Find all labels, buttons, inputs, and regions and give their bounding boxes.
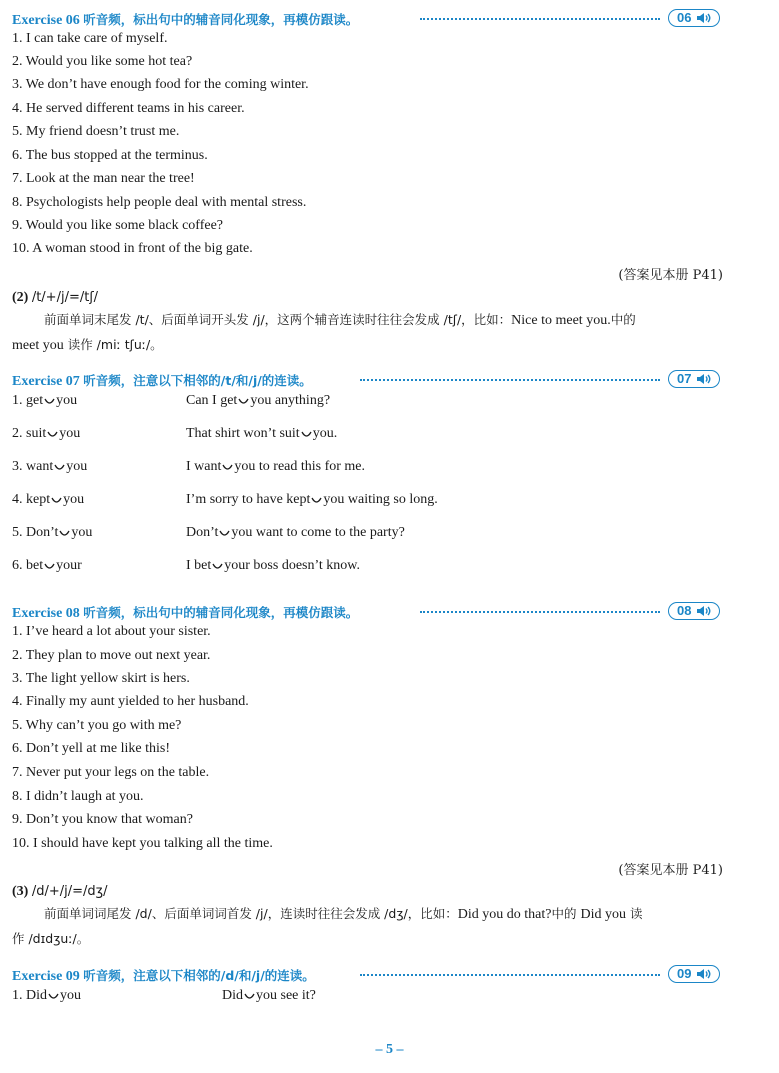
word: suit xyxy=(26,426,47,441)
ex06-item: 9. Would you like some black coffee? xyxy=(12,218,224,233)
liaison-sentence xyxy=(186,393,330,409)
word: you xyxy=(66,459,88,474)
liaison-sentence xyxy=(186,459,365,475)
sentence-part: Can I get xyxy=(186,393,238,408)
sentence-part: your boss doesn’t know. xyxy=(224,558,360,573)
dotted-leader xyxy=(420,18,660,20)
speaker-icon xyxy=(696,968,712,980)
ex08-item: 1. I’ve heard a lot about your sister. xyxy=(12,624,211,639)
sentence-part: you waiting so long. xyxy=(323,492,438,507)
sentence-part: you anything? xyxy=(250,393,331,408)
ex08-item: 5. Why can’t you go with me? xyxy=(12,718,182,733)
section-3-explanation: 前面单词词尾发 /d/、后面单词词首发 /j/，连读时往往会发成 /dʒ/，比如：Did you do that?中的 Did you 读 作 /dɪdʒuː/。 xyxy=(12,906,643,946)
item-number: 4. xyxy=(12,492,26,507)
sentence-part: Don’t xyxy=(186,525,219,540)
item-number: 5. xyxy=(12,525,26,540)
answer-reference: (答案见本册 P41) xyxy=(618,268,723,283)
liaison-mark xyxy=(44,563,55,571)
item-number: 3. xyxy=(12,459,26,474)
audio-track-09-button[interactable]: 09 xyxy=(668,965,720,983)
ex06-item: 2. Would you like some hot tea? xyxy=(12,54,193,69)
word: you xyxy=(56,393,78,408)
ex06-item: 10. A woman stood in front of the big gate. xyxy=(12,241,253,256)
word: get xyxy=(26,393,44,408)
liaison-mark xyxy=(219,530,230,538)
dotted-leader xyxy=(420,611,660,613)
liaison-sentence xyxy=(186,426,337,442)
liaison-mark xyxy=(54,464,65,472)
ex06-item: 7. Look at the man near the tree! xyxy=(12,171,195,186)
section-2-explanation: 前面单词末尾发 /t/、后面单词开头发 /j/，这两个辅音连读时往往会发成 /tʃ/，比如：Nice to meet you.中的 meet you 读作 /miː tʃuː/。 xyxy=(12,312,636,353)
liaison-phrase xyxy=(12,492,84,508)
item-number: 1. xyxy=(12,988,26,1003)
exercise-09-header xyxy=(12,965,720,985)
liaison-phrase xyxy=(12,459,87,475)
word: you xyxy=(63,492,85,507)
sentence-part: you. xyxy=(312,426,338,441)
ex08-item: 7. Never put your legs on the table. xyxy=(12,765,210,780)
sentence-part: I want xyxy=(186,459,222,474)
liaison-phrase xyxy=(12,525,92,541)
word: you xyxy=(60,988,81,1003)
sentence-part: you want to come to the party? xyxy=(231,525,405,540)
audio-track-08-button[interactable]: 08 xyxy=(668,602,720,620)
sentence-part: you to read this for me. xyxy=(234,459,366,474)
liaison-phrase xyxy=(12,988,81,1004)
ex08-item: 6. Don’t yell at me like this! xyxy=(12,741,170,756)
ex08-item: 3. The light yellow skirt is hers. xyxy=(12,671,190,686)
liaison-mark xyxy=(51,497,62,505)
liaison-mark xyxy=(222,464,233,472)
ex06-item: 1. I can take care of myself. xyxy=(12,31,168,46)
speaker-icon xyxy=(696,373,712,385)
liaison-mark xyxy=(311,497,322,505)
item-number: 2. xyxy=(12,426,26,441)
audio-track-07-button[interactable]: 07 xyxy=(668,370,720,388)
liaison-mark xyxy=(47,431,58,439)
liaison-mark xyxy=(48,993,59,1001)
section-2-title: (2) /t/+/j/=/tʃ/ xyxy=(12,290,99,305)
ex08-item: 8. I didn’t laugh at you. xyxy=(12,789,144,804)
word: bet xyxy=(26,558,44,573)
word: your xyxy=(56,558,82,573)
exercise-07-title: Exercise 07 听音频，注意以下相邻的/t/和/j/的连读。 xyxy=(12,373,312,389)
ex08-item: 2. They plan to move out next year. xyxy=(12,648,211,663)
liaison-phrase xyxy=(12,558,82,574)
word: Don’t xyxy=(26,525,59,540)
section-3-title: (3) /d/+/j/=/dʒ/ xyxy=(12,884,108,899)
liaison-mark xyxy=(301,431,312,439)
item-number: 6. xyxy=(12,558,26,573)
liaison-sentence xyxy=(186,525,405,541)
ex08-item: 10. I should have kept you talking all the time. xyxy=(12,836,273,851)
audio-track-06-button[interactable]: 06 xyxy=(668,9,720,27)
ex06-item: 5. My friend doesn’t trust me. xyxy=(12,124,180,139)
ex06-item: 3. We don’t have enough food for the coming winter. xyxy=(12,77,309,92)
sentence-part: Did xyxy=(222,988,243,1003)
answer-reference: (答案见本册 P41) xyxy=(618,863,723,878)
exercise-06-title: Exercise 06 听音频，标出句中的辅音同化现象，再模仿跟读。 xyxy=(12,12,359,28)
liaison-sentence xyxy=(222,988,316,1004)
word: you xyxy=(71,525,93,540)
ex06-item: 6. The bus stopped at the terminus. xyxy=(12,148,208,163)
item-number: 1. xyxy=(12,393,26,408)
sentence-part: That shirt won’t suit xyxy=(186,426,300,441)
exercise-06-header xyxy=(12,9,720,29)
speaker-icon xyxy=(696,12,712,24)
liaison-mark xyxy=(44,398,55,406)
ex08-item: 9. Don’t you know that woman? xyxy=(12,812,193,827)
ex08-item: 4. Finally my aunt yielded to her husband. xyxy=(12,694,249,709)
liaison-phrase xyxy=(12,393,77,409)
exercise-07-header xyxy=(12,370,720,390)
ex06-item: 8. Psychologists help people deal with mental stress. xyxy=(12,195,307,210)
word: kept xyxy=(26,492,51,507)
word: Did xyxy=(26,988,47,1003)
word: want xyxy=(26,459,54,474)
word: you xyxy=(59,426,81,441)
liaison-mark xyxy=(238,398,249,406)
exercise-08-header xyxy=(12,602,720,622)
liaison-mark xyxy=(244,993,255,1001)
sentence-part: I’m sorry to have kept xyxy=(186,492,311,507)
liaison-mark xyxy=(59,530,70,538)
page-number: – 5 – xyxy=(375,1042,404,1057)
dotted-leader xyxy=(360,974,660,976)
liaison-sentence xyxy=(186,558,360,574)
exercise-09-title: Exercise 09 听音频，注意以下相邻的/d/和/j/的连读。 xyxy=(12,968,315,984)
exercise-08-title: Exercise 08 听音频，标出句中的辅音同化现象，再模仿跟读。 xyxy=(12,605,359,621)
dotted-leader xyxy=(360,379,660,381)
liaison-sentence xyxy=(186,492,438,508)
ex06-item: 4. He served different teams in his career. xyxy=(12,101,245,116)
sentence-part: you see it? xyxy=(256,988,316,1003)
liaison-phrase xyxy=(12,426,80,442)
sentence-part: I bet xyxy=(186,558,212,573)
speaker-icon xyxy=(696,605,712,617)
liaison-mark xyxy=(212,563,223,571)
